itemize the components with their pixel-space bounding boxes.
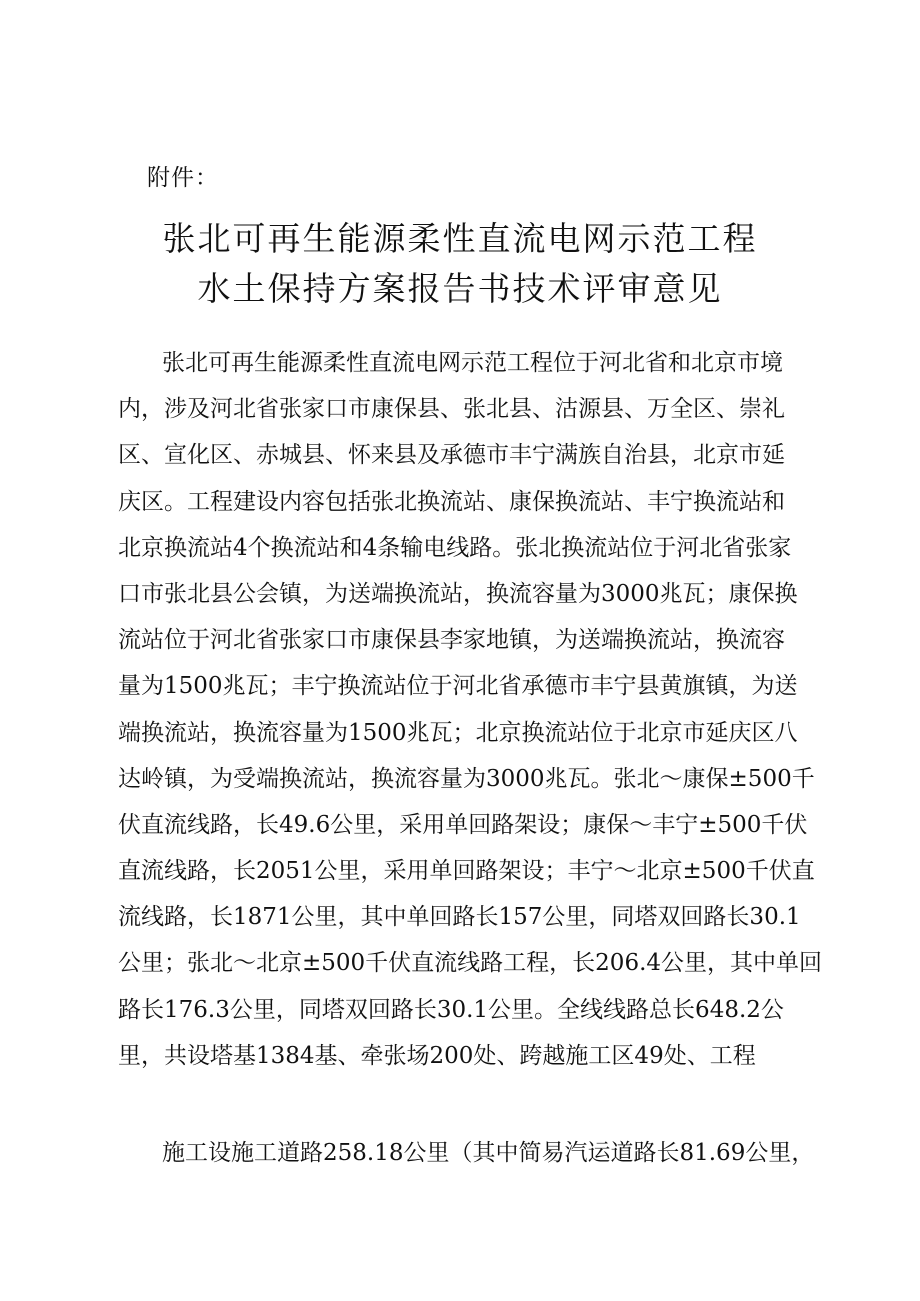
body-line: 直流线路，长2051公里，采用单回路架设；丰宁～北京±500千伏直 (118, 858, 815, 885)
body-line: 张北可再生能源柔性直流电网示范工程位于河北省和北京市境 (162, 350, 783, 376)
document-title (0, 214, 920, 314)
body-line: 端换流站，换流容量为1500兆瓦；北京换流站位于北京市延庆区八 (118, 719, 798, 746)
body-line: 口市张北县公会镇，为送端换流站，换流容量为3000兆瓦；康保换 (118, 580, 798, 607)
body-line: 流线路，长1871公里，其中单回路长157公里，同塔双回路长30.1 (118, 904, 801, 931)
body-line: 量为1500兆瓦；丰宁换流站位于河北省承德市丰宁县黄旗镇，为送 (118, 673, 798, 700)
body-line: 区、宣化区、赤城县、怀来县及承德市丰宁满族自治县，北京市延 (118, 442, 785, 469)
body-line: 北京换流站4个换流站和4条输电线路。张北换流站位于河北省张家 (118, 534, 792, 561)
body-line: 达岭镇，为受端换流站，换流容量为3000兆瓦。张北～康保±500千 (118, 765, 815, 792)
title-line-2: 水土保持方案报告书技术评审意见 (197, 269, 723, 308)
body-paragraph (118, 340, 823, 1079)
body-line: 路长176.3公里，同塔双回路长30.1公里。全线线路总长648.2公 (118, 996, 784, 1023)
body-line: 内，涉及河北省张家口市康保县、张北县、沽源县、万全区、崇礼 (118, 396, 785, 423)
body-line: 庆区。工程建设内容包括张北换流站、康保换流站、丰宁换流站和 (118, 488, 785, 515)
attachment-label: 附件： (147, 165, 219, 191)
body-line: 流站位于河北省张家口市康保县李家地镇，为送端换流站，换流容 (118, 627, 785, 654)
title-line-1: 张北可再生能源柔性直流电网示范工程 (162, 219, 758, 258)
continuation-line: 施工设施工道路258.18公里（其中简易汽运道路长81.69公里， (162, 1140, 815, 1166)
body-line: 里，共设塔基1384基、牵张场200处、跨越施工区49处、工程 (118, 1042, 756, 1069)
body-line: 公里；张北～北京±500千伏直流线路工程，长206.4公里，其中单回 (118, 950, 823, 977)
body-line: 伏直流线路，长49.6公里，采用单回路架设；康保～丰宁±500千伏 (118, 811, 808, 838)
